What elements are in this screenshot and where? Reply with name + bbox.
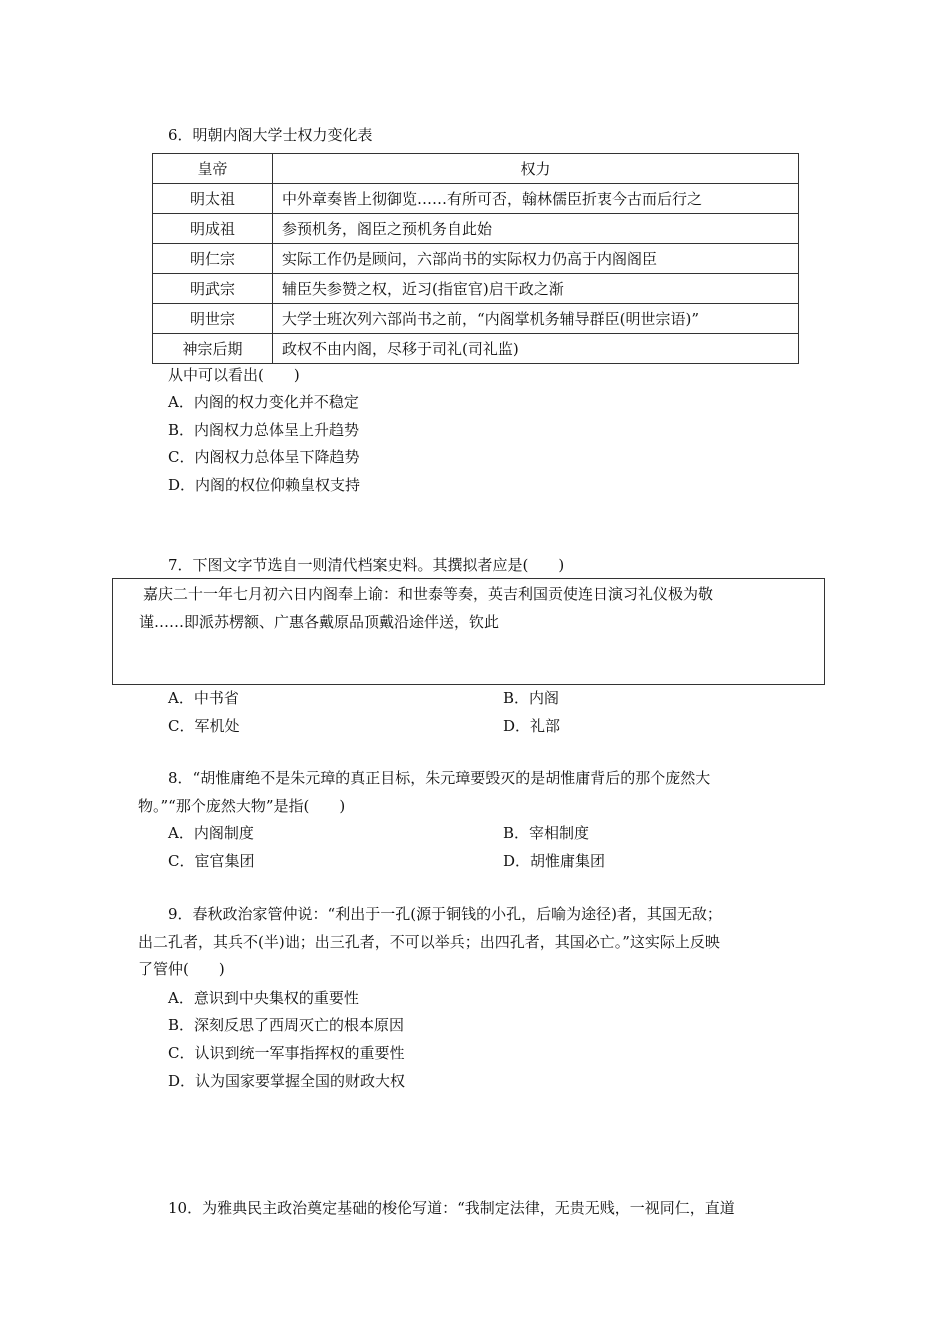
table-row: [153, 274, 799, 304]
q7-option-a[interactable]: A．中书省: [168, 689, 239, 707]
q9-stem-line-1: 9．春秋政治家管仲说：“利出于一孔(源于铜钱的小孔，后喻为途径)者，其国无敌；: [168, 905, 722, 923]
table-row: [153, 334, 799, 364]
q9-stem-line-3: 了管仲( ): [138, 960, 225, 978]
power-cell: 政权不由内阁，尽移于司礼(司礼监): [273, 334, 799, 364]
q8-stem-line-2: 物。”“那个庞然大物”是指( ): [138, 797, 346, 815]
emperor-cell: 明仁宗: [153, 244, 273, 274]
q6-stem: 从中可以看出( ): [168, 366, 300, 384]
power-cell: 大学士班次列六部尚书之前，“内阁掌机务辅导群臣(明世宗语)”: [273, 304, 799, 334]
q9-option-c[interactable]: C．认识到统一军事指挥权的重要性: [168, 1044, 405, 1062]
q7-option-c[interactable]: C．军机处: [168, 717, 240, 735]
power-cell: 中外章奏皆上彻御览……有所可否，翰林儒臣折衷今古而后行之: [273, 184, 799, 214]
emperor-cell: 神宗后期: [153, 334, 273, 364]
q8-option-c[interactable]: C．宦官集团: [168, 852, 255, 870]
q9-option-d[interactable]: D．认为国家要掌握全国的财政大权: [168, 1072, 406, 1090]
q9-option-a[interactable]: A．意识到中央集权的重要性: [168, 989, 359, 1007]
power-table: [152, 153, 799, 364]
q7-stem: 7．下图文字节选自一则清代档案史料。其撰拟者应是( ): [168, 556, 565, 574]
power-cell: 辅臣失参赞之权，近习(指宦官)启干政之渐: [273, 274, 799, 304]
table-row: [153, 184, 799, 214]
table-header-row: [153, 154, 799, 184]
q7-source-line-2: 谨……即派苏楞额、广惠各戴原品顶戴沿途伴送，钦此: [139, 613, 500, 631]
emperor-cell: 明成祖: [153, 214, 273, 244]
header-power: 权力: [273, 154, 799, 184]
q8-option-b[interactable]: B．宰相制度: [503, 824, 590, 842]
q7-option-d[interactable]: D．礼部: [503, 717, 561, 735]
emperor-cell: 明太祖: [153, 184, 273, 214]
header-emperor: 皇帝: [153, 154, 273, 184]
q8-stem-line-1: 8．“胡惟庸绝不是朱元璋的真正目标，朱元璋要毁灭的是胡惟庸背后的那个庞然大: [168, 769, 711, 787]
q9-option-b[interactable]: B．深刻反思了西周灭亡的根本原因: [168, 1016, 405, 1034]
table-row: [153, 304, 799, 334]
q7-option-b[interactable]: B．内阁: [503, 689, 560, 707]
q7-source-box: [112, 578, 825, 685]
q6-option-b[interactable]: B．内阁权力总体呈上升趋势: [168, 421, 360, 439]
power-cell: 实际工作仍是顾问，六部尚书的实际权力仍高于内阁阁臣: [273, 244, 799, 274]
emperor-cell: 明世宗: [153, 304, 273, 334]
power-cell: 参预机务，阁臣之预机务自此始: [273, 214, 799, 244]
q8-option-a[interactable]: A．内阁制度: [168, 824, 254, 842]
q6-option-a[interactable]: A．内阁的权力变化并不稳定: [168, 393, 359, 411]
q7-source-line-1: 嘉庆二十一年七月初六日内阁奉上谕：和世泰等奏，英吉利国贡使连日演习礼仪极为敬: [143, 585, 714, 603]
q8-option-d[interactable]: D．胡惟庸集团: [503, 852, 606, 870]
q6-option-c[interactable]: C．内阁权力总体呈下降趋势: [168, 448, 360, 466]
q9-stem-line-2: 出二孔者，其兵不(半)诎；出三孔者，不可以举兵；出四孔者，其国必亡。”这实际上反映: [138, 933, 720, 951]
q10-stem-line-1: 10．为雅典民主政治奠定基础的梭伦写道：“我制定法律，无贵无贱，一视同仁，直道: [168, 1199, 735, 1217]
table-row: [153, 214, 799, 244]
q6-option-d[interactable]: D．内阁的权位仰赖皇权支持: [168, 476, 361, 494]
emperor-cell: 明武宗: [153, 274, 273, 304]
table-row: [153, 244, 799, 274]
q6-title: 6．明朝内阁大学士权力变化表: [168, 126, 373, 144]
